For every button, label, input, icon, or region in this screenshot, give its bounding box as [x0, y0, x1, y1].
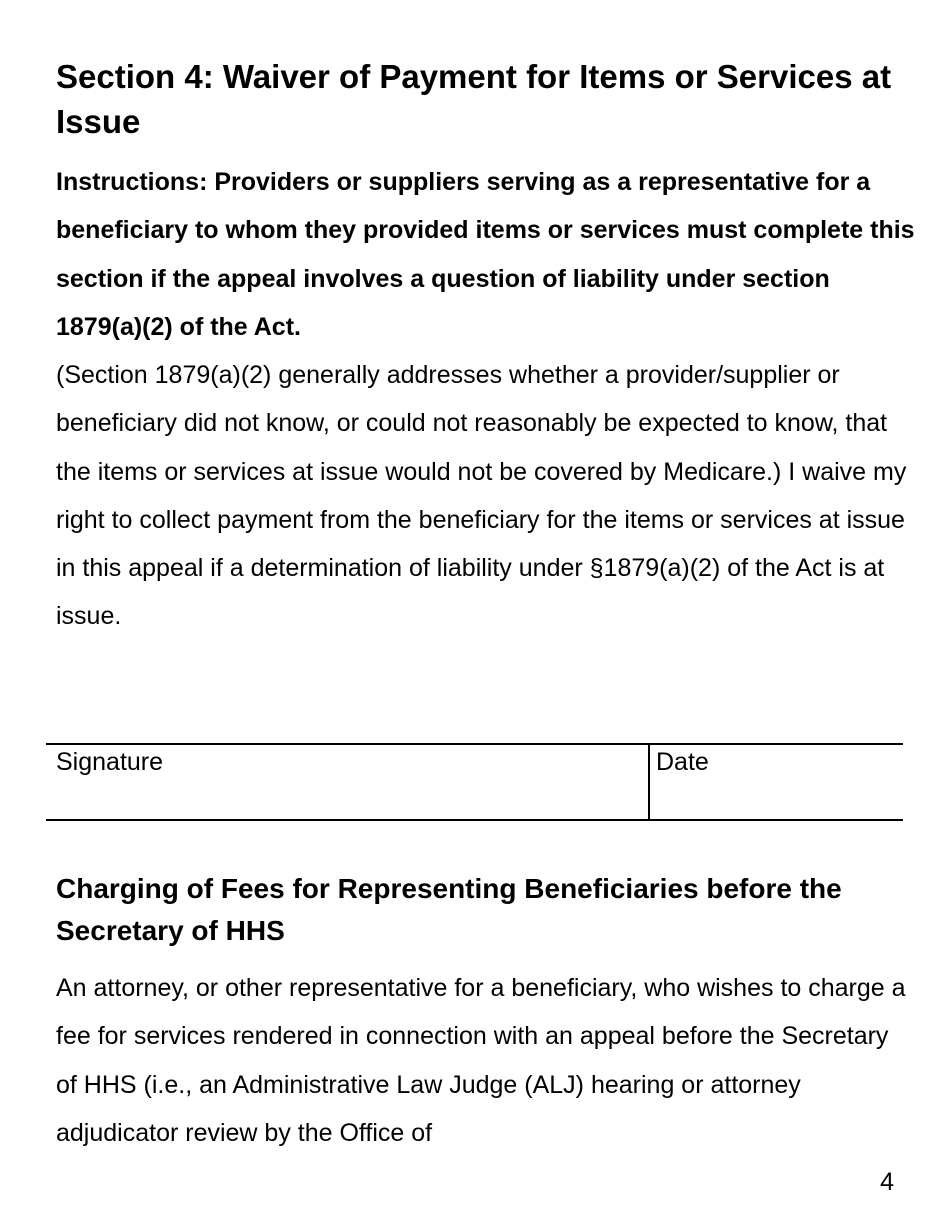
page-number: 4 [880, 1168, 894, 1196]
signature-field[interactable] [46, 745, 650, 819]
section-4-title: Section 4: Waiver of Payment for Items or Services at Issue [56, 58, 892, 140]
section-4-body: (Section 1879(a)(2) generally addresses whether a provider/supplier or beneficiary did not know, or could not reasonably be expected to know, that the items or services at issue would not be covered by Medicare.) I waive my right to collect payment from the beneficiary for the items or services at issue in this appeal if a determination of liability under §1879(a)(2) of the Act is at issue. [56, 361, 907, 631]
signature-date-table [46, 743, 903, 821]
date-label: Date [656, 748, 709, 776]
fees-section-title: Charging of Fees for Representing Beneficiaries before the Secretary of HHS [56, 873, 842, 946]
signature-label: Signature [56, 748, 164, 776]
date-field[interactable] [650, 745, 903, 819]
fees-section-body: An attorney, or other representative for a beneficiary, who wishes to charge a fee for services rendered in connection with an appeal before the Secretary of HHS (i.e., an Administrative Law Judge (ALJ) hearing or attorney adjudicator review by the Office of [56, 974, 906, 1147]
section-4-instructions: Instructions: Providers or suppliers serving as a representative for a beneficiary to whom they provided items or services must complete this section if the appeal involves a question of liability under section 1879(a)(2) of the Act. [56, 168, 915, 341]
